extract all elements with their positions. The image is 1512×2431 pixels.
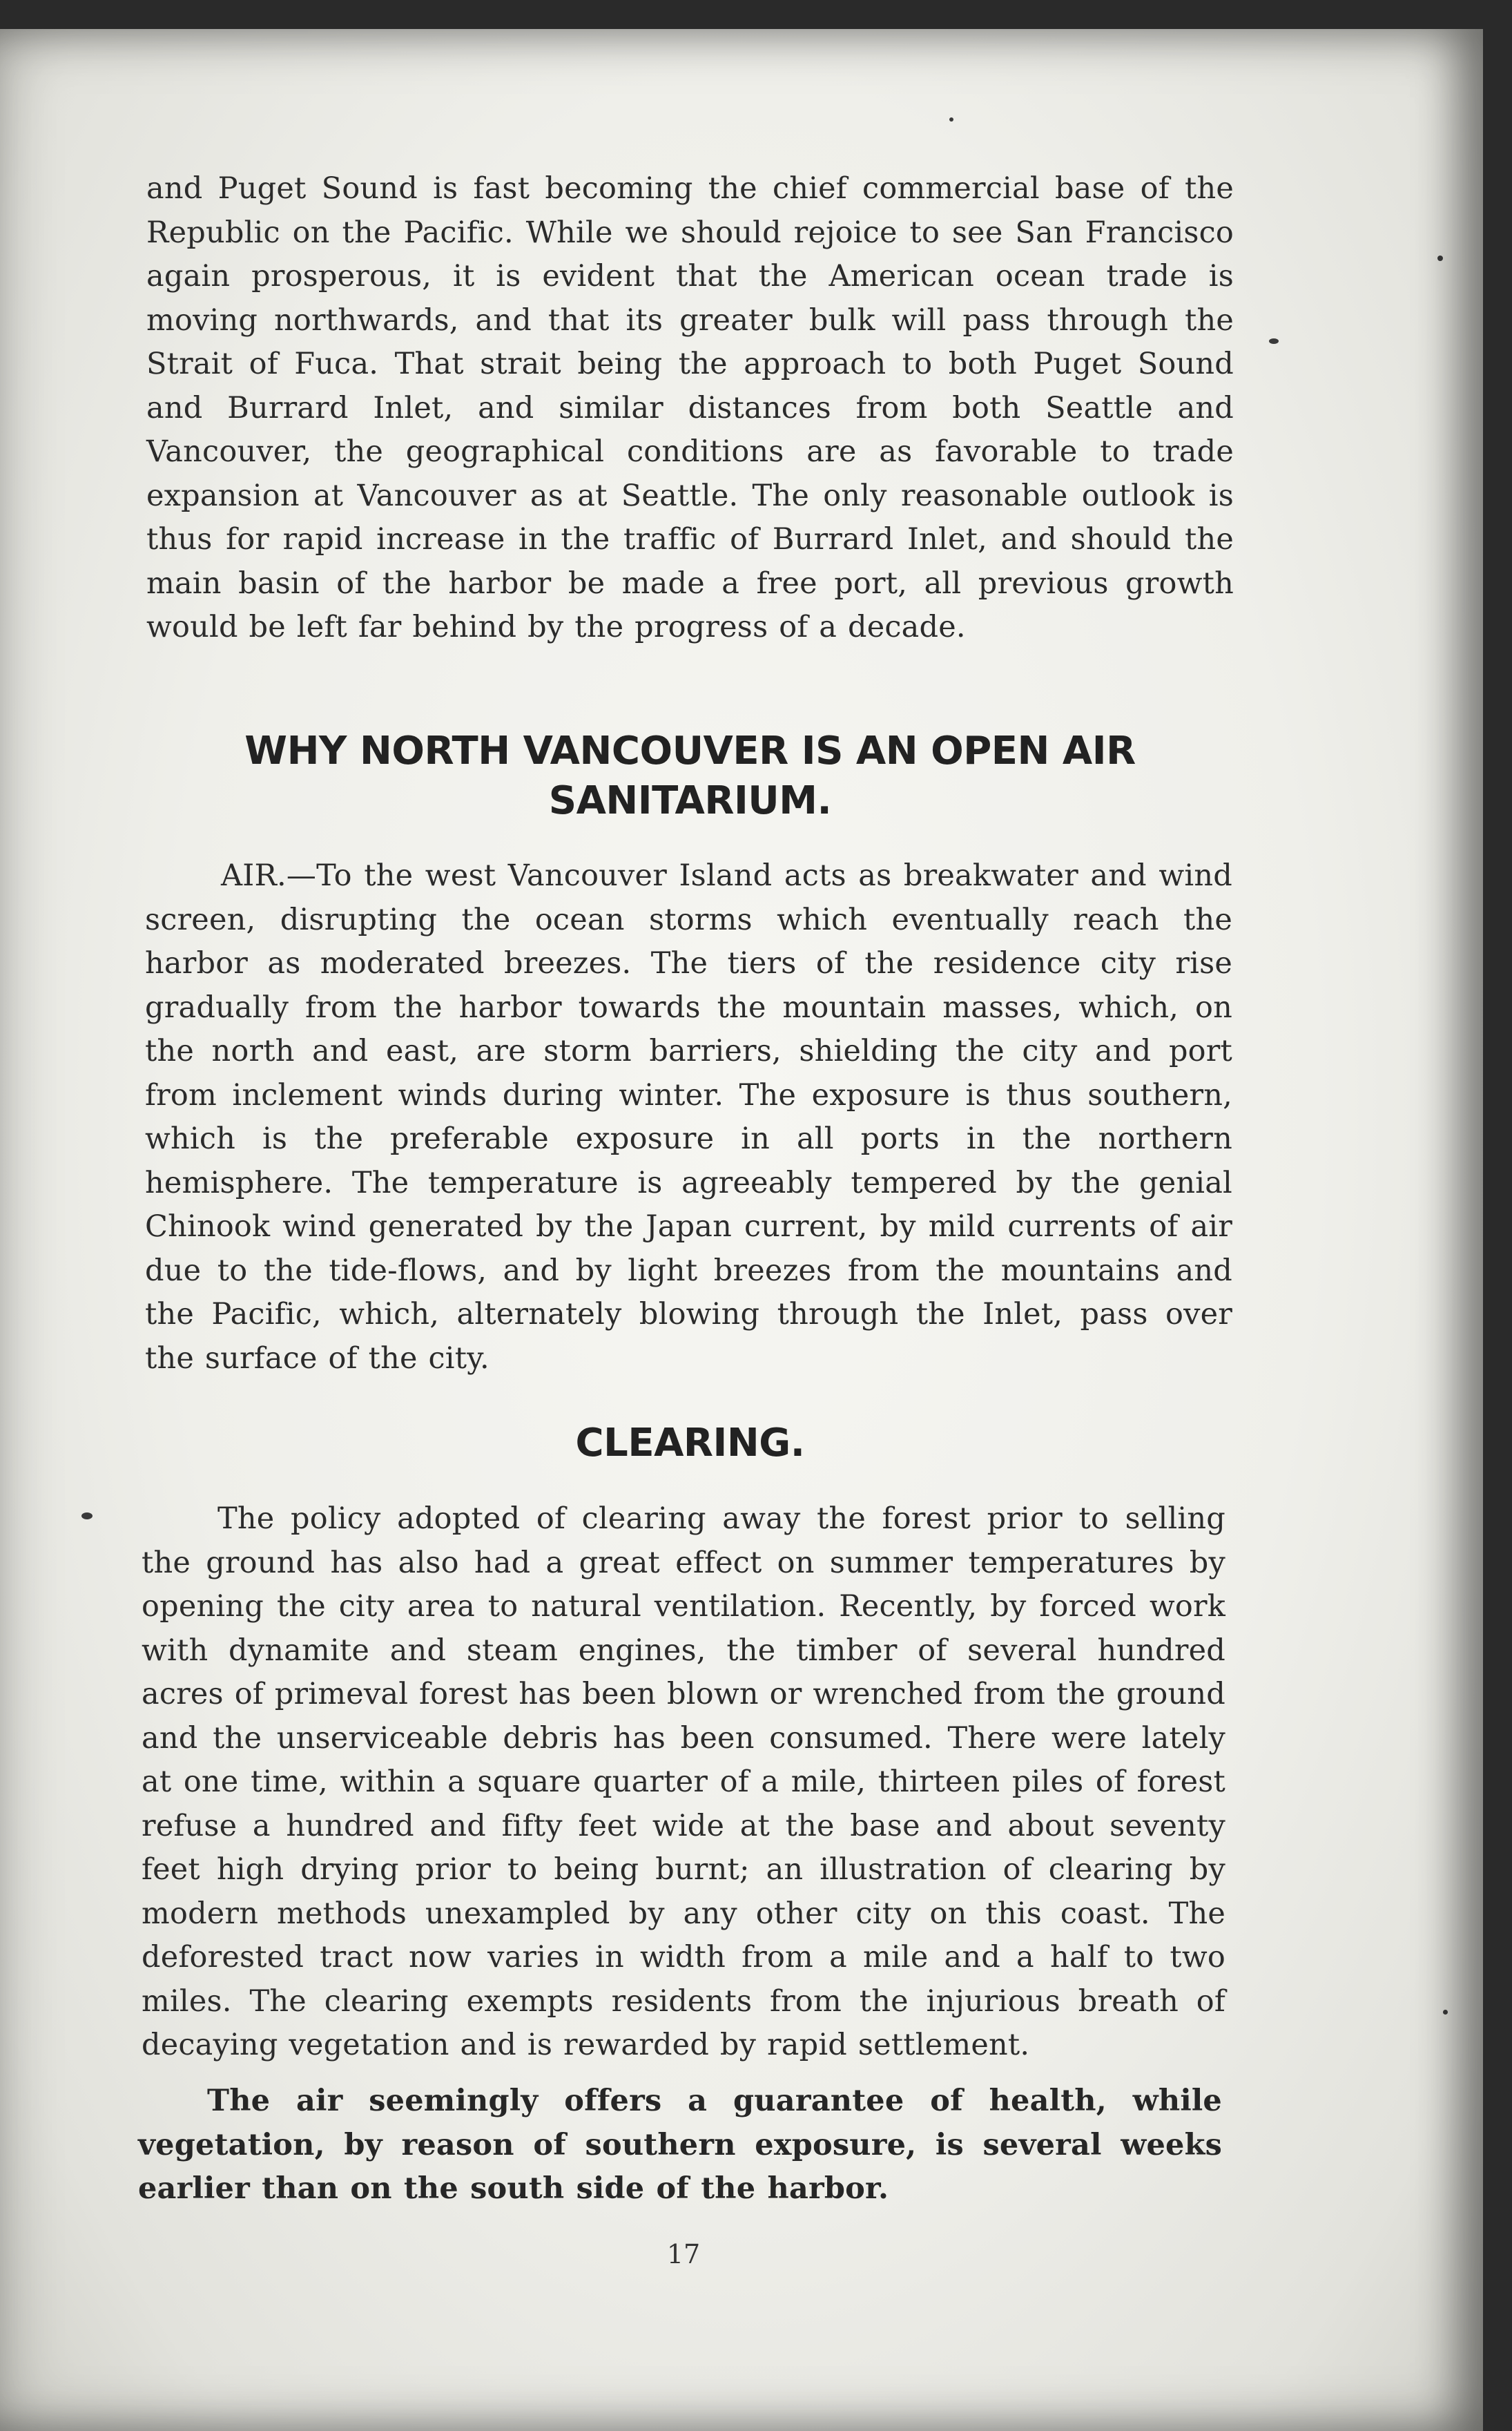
paragraph-air: AIR.—To the west Vancouver Island acts as breakwater and wind screen, disrupting the ocean storms which eventually reach the harbor as moderated breezes. The tiers of the residence city rise gradually from the harbor towards the mountain masses, which, on the north and east, are storm barriers, shielding the city and port from inclement winds during winter. The exposure is thus southern, which is the preferable exposure in all ports in the northern hemisphere. The temperature is agreeably tempered by the genial Chinook wind generated by the Japan current, by mild currents of air due to the tide-flows, and by light breezes from the mountains and the Pacific, which, alternately blowing through the Inlet, pass over the surface of the city. (145, 858, 1232, 1376)
scan-speck (1437, 256, 1443, 261)
scan-speck (1443, 2010, 1448, 2015)
heading-open-air-sanitarium: WHY NORTH VANCOUVER IS AN OPEN AIR SANITARIUM. (244, 729, 1136, 823)
scan-speck (949, 117, 953, 122)
scan-speck (81, 1512, 93, 1519)
paragraph-puget-sound: and Puget Sound is fast becoming the chief commercial base of the Republic on the Pacific. While we should rejoice to see San Francisco again prosperous, it is evident that the American ocean trade is moving northwards, and that its greater bulk will pass through the Strait of Fuca. That strait being the approach to both Puget Sound and Burrard Inlet, and similar distances from both Seattle and Vancouver, the geographical conditions are as favorable to trade expansion at Vancouver as at Seattle. The only reasonable outlook is thus for rapid increase in the traffic of Burrard Inlet, and should the main basin of the harbor be made a free port, all previous growth would be left far behind by the progress of a decade. (146, 171, 1234, 644)
paragraph-health-guarantee: The air seemingly offers a guarantee of health, while vegetation, by reason of southern exposure, is several weeks earlier than on the south side of the harbor. (138, 2084, 1222, 2206)
heading-clearing: CLEARING. (575, 1421, 805, 1466)
book-page (0, 29, 1483, 2431)
paragraph-clearing-policy: The policy adopted of clearing away the forest prior to selling the ground has also had a great effect on summer temperatures by opening the city area to natural ventilation. Recently, by forced work with dynamite and steam engines, the timber of several hundred acres of primeval forest has been blown or wrenched from the ground and the unserviceable debris has been consumed. There were lately at one time, within a square quarter of a mile, thirteen piles of forest refuse a hundred and fifty feet wide at the base and about seventy feet high drying prior to being burnt; an illustration of clearing by modern methods unexampled by any other city on this coast. The deforested tract now varies in width from a mile and a half to two miles. The clearing exempts residents from the injurious breath of decaying vegetation and is rewarded by rapid settlement. (142, 1501, 1225, 2062)
page-number: 17 (666, 2239, 701, 2269)
scan-speck (1269, 338, 1279, 344)
